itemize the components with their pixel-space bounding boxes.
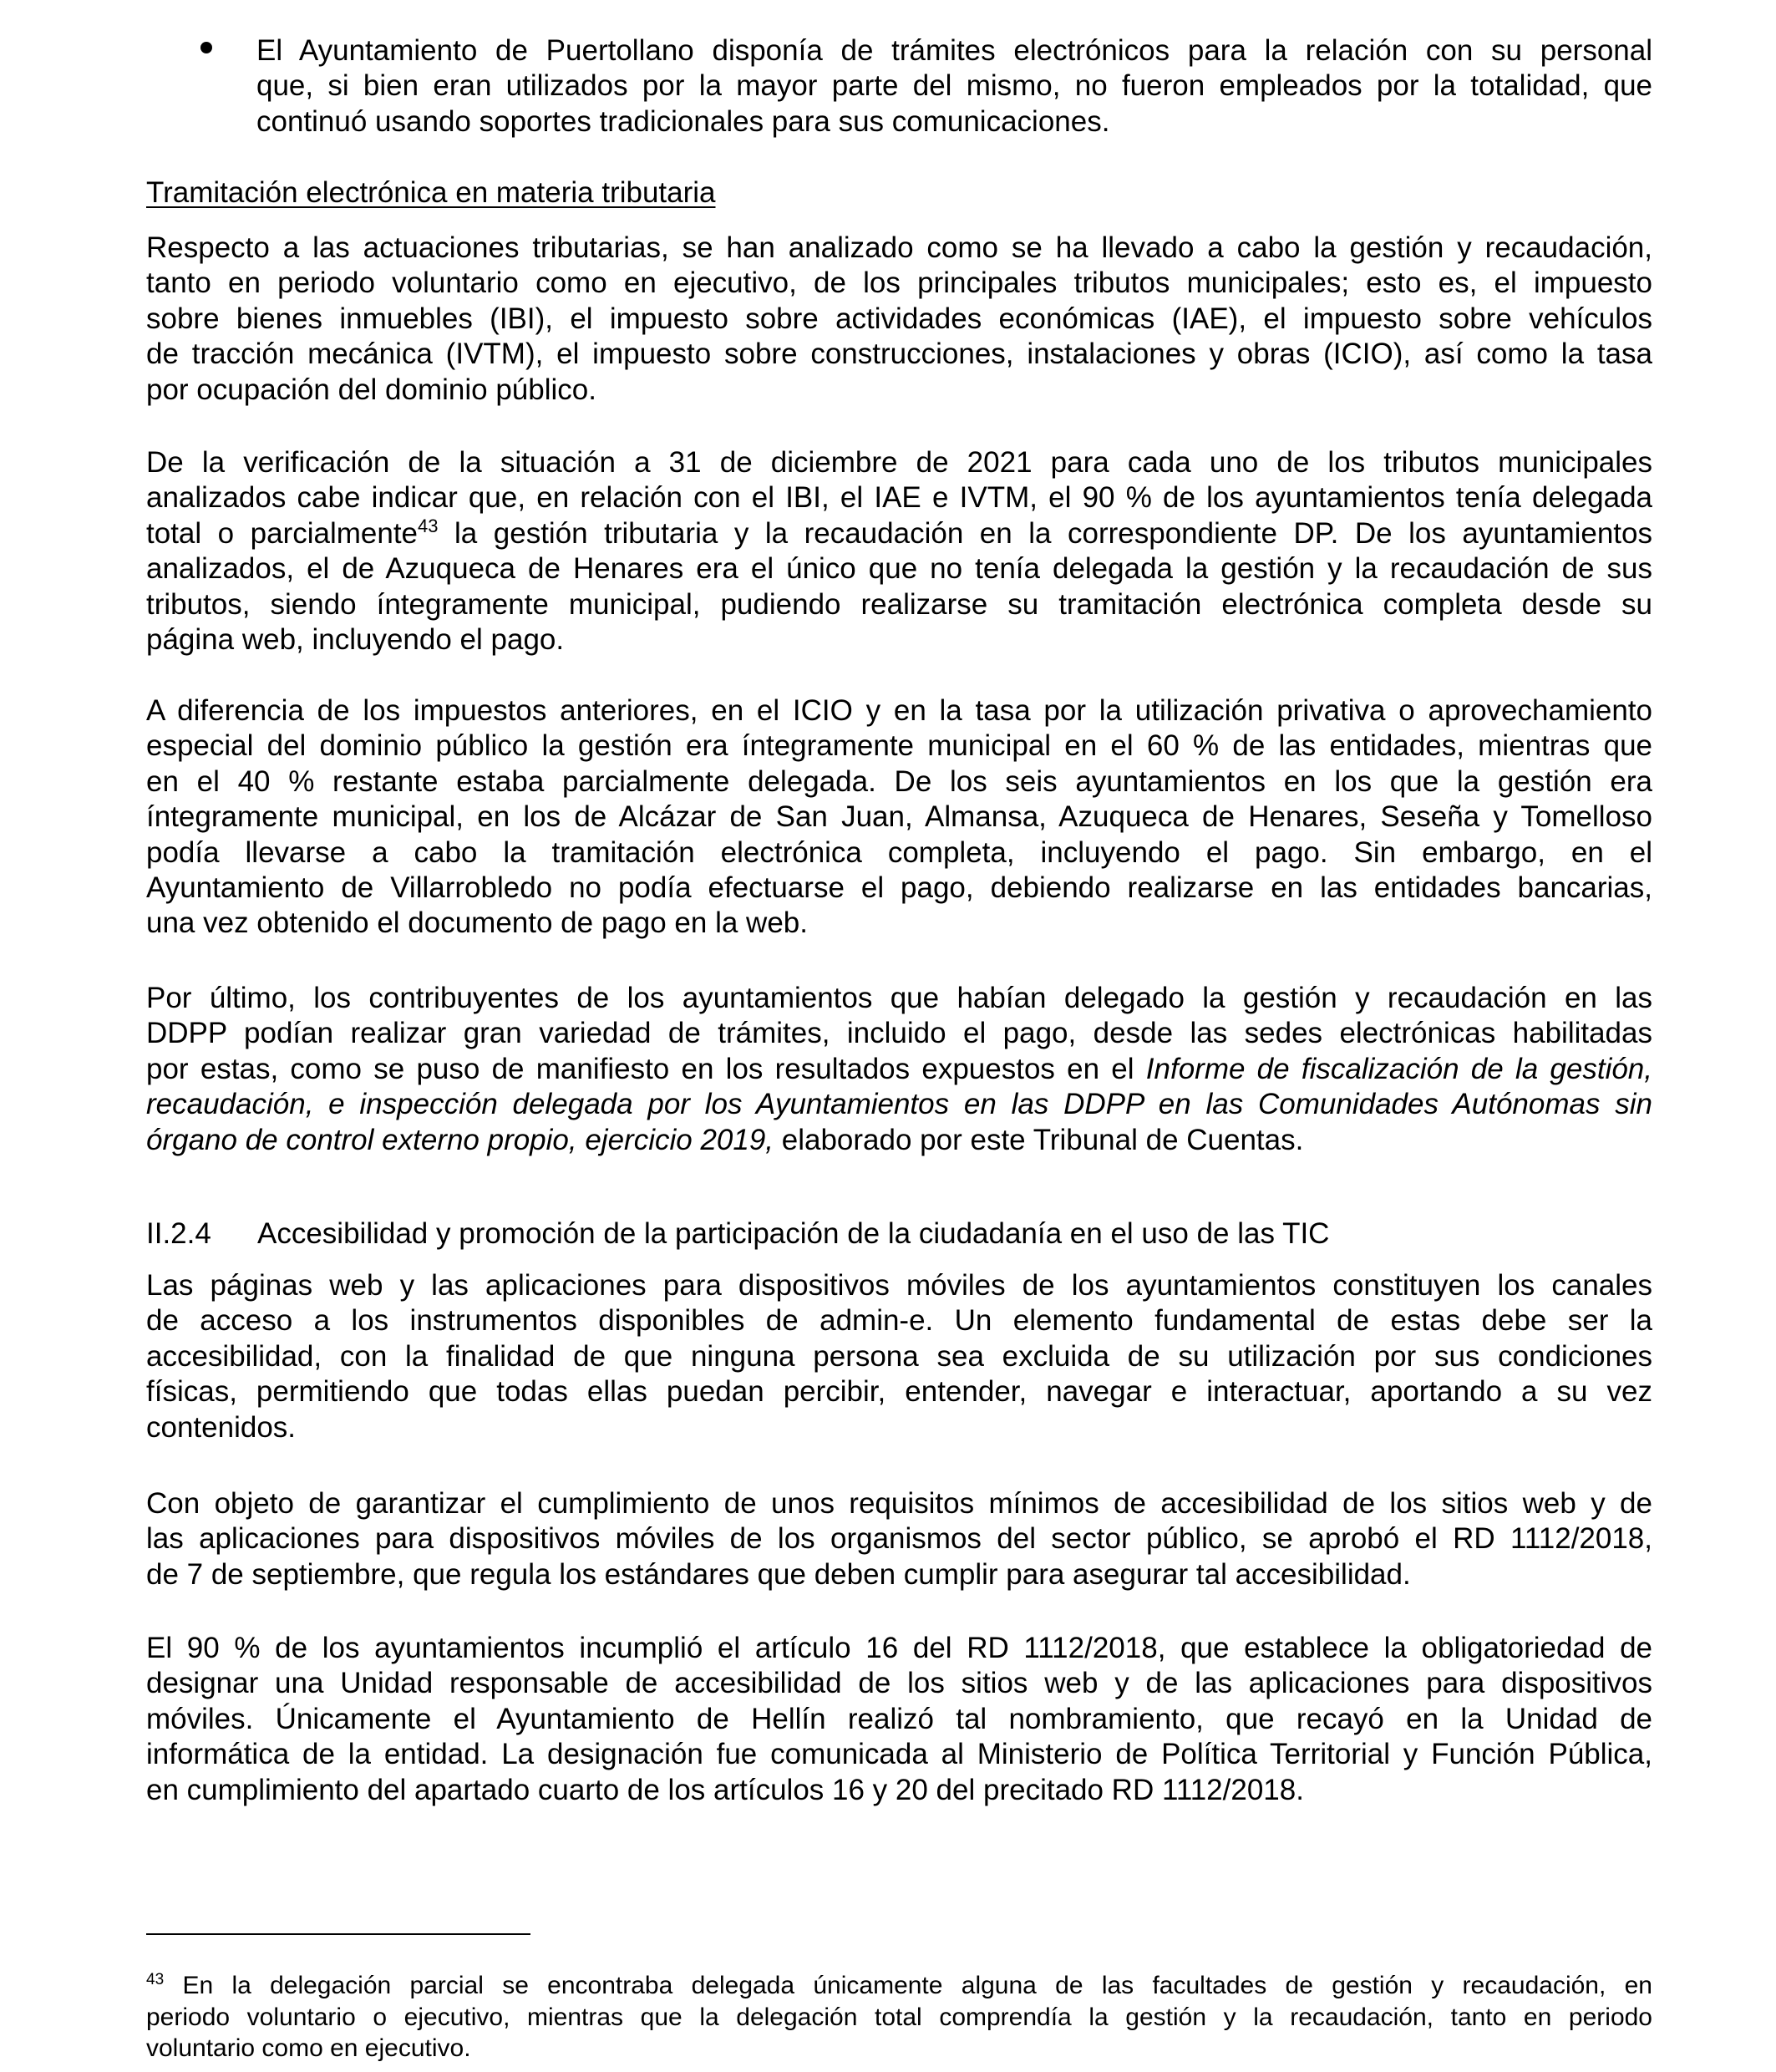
text-line: página web, incluyendo el pago.	[146, 622, 565, 656]
text-line: especial del dominio público la gestión era íntegramente municipal en el 60 % de las entidades, mientras que	[146, 729, 1652, 763]
subheading-tramitacion-tributaria: Tramitación electrónica en materia tributaria	[146, 176, 716, 209]
paragraph-rd-1112-2018	[146, 1486, 1652, 1592]
text-line: una vez obtenido el documento de pago en la web.	[146, 906, 808, 940]
text-line: de 7 de septiembre, que regula los estándares que deben cumplir para asegurar tal accesibilidad.	[146, 1557, 1411, 1591]
text-fragment: la gestión tributaria y la recaudación en la correspondiente DP. De los ayuntamientos	[438, 516, 1652, 550]
footnote-number: 43	[146, 1971, 165, 1988]
text-line: Por último, los contribuyentes de los ayuntamientos que habían delegado la gestión y recaudación en las	[146, 982, 1652, 1014]
text-line: informática de la entidad. La designación fue comunicada al Ministerio de Política Territorial y Función Pública,	[146, 1738, 1652, 1771]
report-title-italic: órgano de control externo propio, ejercicio 2019,	[146, 1123, 774, 1156]
text-line: De la verificación de la situación a 31 de diciembre de 2021 para cada uno de los tributos municipales	[146, 446, 1652, 479]
paragraph-actuaciones-tributarias	[146, 231, 1652, 408]
paragraph-verificacion-2021	[146, 445, 1652, 658]
text-line: accesibilidad, con la finalidad de que ninguna persona sea excluida de su utilización por sus condiciones	[146, 1339, 1652, 1373]
text-line: en el 40 % restante estaba parcialmente delegada. De los seis ayuntamientos en los que la gestión era	[146, 764, 1652, 798]
text-line: podía llevarse a cabo la tramitación electrónica completa, incluyendo el pago. Sin embargo, en el	[146, 835, 1652, 869]
report-title-italic: recaudación, e inspección delegada por los Ayuntamientos en las DDPP en las Comunidades Autónomas sin	[146, 1088, 1652, 1121]
text-line: contenidos.	[146, 1410, 297, 1444]
text-line: Las páginas web y las aplicaciones para dispositivos móviles de los ayuntamientos constituyen los canales	[146, 1269, 1652, 1302]
text-fragment: En la delegación parcial se encontraba delegada únicamente alguna de las facultades de gestión y recaudación, en	[164, 1972, 1652, 1999]
text-line: por ocupación del dominio público.	[146, 373, 596, 406]
text-line: analizados, el de Azuqueca de Henares era el único que no tenía delegada la gestión y la recaudación de sus	[146, 552, 1652, 586]
text-line: íntegramente municipal, en los de Alcázar de San Juan, Almansa, Azuqueca de Henares, Seseña y Tomelloso	[146, 800, 1652, 834]
text-line: en cumplimiento del apartado cuarto de los artículos 16 y 20 del precitado RD 1112/2018.	[146, 1773, 1304, 1806]
text-line: sobre bienes inmuebles (IBI), el impuesto sobre actividades económicas (IAE), el impuesto sobre vehículos	[146, 302, 1652, 335]
paragraph-contribuyentes-ddpp	[146, 981, 1652, 1158]
footnote-reference-43[interactable]: 43	[418, 515, 439, 536]
text-line	[146, 1123, 1652, 1158]
text-fragment: por estas, como se puso de manifiesto en los resultados expuestos en el	[146, 1052, 1146, 1085]
text-line: El 90 % de los ayuntamientos incumplió el artículo 16 del RD 1112/2018, que establece la obligatoriedad de	[146, 1632, 1652, 1664]
section-title: Accesibilidad y promoción de la participación de la ciudadanía en el uso de las TIC	[257, 1217, 1330, 1250]
text-line	[146, 516, 1652, 551]
text-line: físicas, permitiendo que todas ellas puedan percibir, entender, navegar e interactuar, aportando a su vez	[146, 1375, 1652, 1409]
text-line: tributos, siendo íntegramente municipal, pudiendo realizarse su tramitación electrónica completa desde su	[146, 587, 1652, 621]
text-line: periodo voluntario o ejecutivo, mientras que la delegación total comprendía la gestión y la recaudación, tanto en periodo	[146, 2003, 1652, 2031]
text-fragment: elaborado por este Tribunal de Cuentas.	[774, 1123, 1304, 1156]
text-line: de acceso a los instrumentos disponibles de admin-e. Un elemento fundamental de estas debe ser la	[146, 1304, 1652, 1338]
text-line	[146, 1087, 1652, 1122]
paragraph-articulo-16	[146, 1631, 1652, 1808]
text-line	[146, 1052, 1652, 1087]
text-line: analizados cabe indicar que, en relación con el IBI, el IAE e IVTM, el 90 % de los ayuntamientos tenía delegada	[146, 481, 1652, 515]
text-line: móviles. Únicamente el Ayuntamiento de Hellín realizó tal nombramiento, que recayó en la Unidad de	[146, 1702, 1652, 1735]
text-line: Con objeto de garantizar el cumplimiento de unos requisitos mínimos de accesibilidad de los sitios web y de	[146, 1487, 1652, 1520]
section-heading-ii-2-4	[146, 1216, 1329, 1252]
footnote-separator	[146, 1933, 530, 1935]
text-line: las aplicaciones para dispositivos móviles de los organismos del sector público, se aprobó el RD 1112/2018,	[146, 1522, 1652, 1556]
text-line: Respecto a las actuaciones tributarias, se han analizado como se ha llevado a cabo la gestión y recaudación,	[146, 231, 1652, 264]
text-line	[146, 1970, 1652, 2002]
text-line: tanto en periodo voluntario como en ejecutivo, de los principales tributos municipales; esto es, el impuesto	[146, 267, 1652, 300]
text-line: DDPP podían realizar gran variedad de trámites, incluido el pago, desde las sedes electrónicas habilitadas	[146, 1017, 1652, 1050]
report-title-italic: Informe de fiscalización de la gestión,	[1145, 1052, 1653, 1085]
section-number: II.2.4	[146, 1217, 211, 1250]
paragraph-icio-tasa	[146, 693, 1652, 942]
bullet-item-puertollano	[256, 33, 1652, 140]
text-line: continuó usando soportes tradicionales para sus comunicaciones.	[256, 104, 1110, 138]
text-line: voluntario como en ejecutivo.	[146, 2034, 471, 2062]
text-line: que, si bien eran utilizados por la mayor parte del mismo, no fueron empleados por la totalidad, que	[256, 69, 1652, 103]
text-line: A diferencia de los impuestos anteriores, en el ICIO y en la tasa por la utilización privativa o aprovechamiento	[146, 694, 1652, 727]
text-line: El Ayuntamiento de Puertollano disponía de trámites electrónicos para la relación con su personal	[256, 34, 1652, 67]
footnote-43	[146, 1970, 1652, 2064]
text-line: de tracción mecánica (IVTM), el impuesto sobre construcciones, instalaciones y obras (ICIO), así como la tasa	[146, 338, 1652, 371]
paragraph-paginas-web	[146, 1268, 1652, 1445]
text-line: Ayuntamiento de Villarrobledo no podía efectuarse el pago, debiendo realizarse en las entidades bancarias,	[146, 871, 1652, 904]
bullet-icon	[200, 42, 212, 53]
text-fragment: total o parcialmente	[146, 516, 419, 550]
text-line: designar una Unidad responsable de accesibilidad de los sitios web y de las aplicaciones para dispositivos	[146, 1667, 1652, 1700]
